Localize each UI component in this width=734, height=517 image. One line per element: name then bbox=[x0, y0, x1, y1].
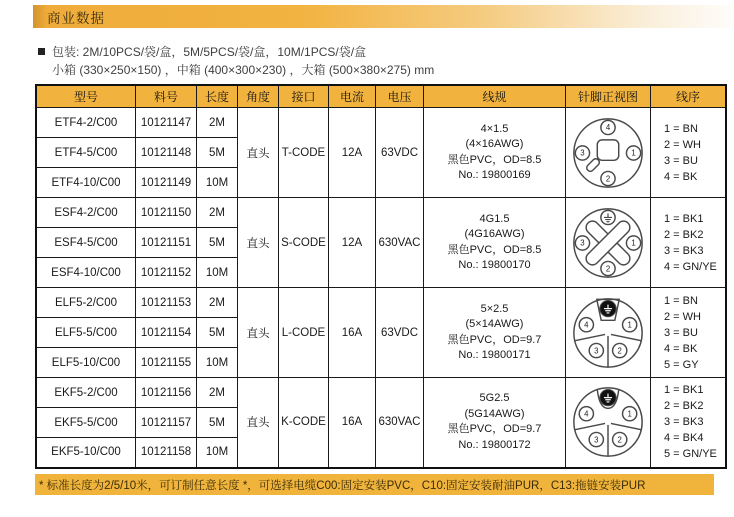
table-row bbox=[36, 288, 726, 318]
wire-seq-line: 5 = GY bbox=[664, 358, 699, 371]
wire-seq-line: 1 = BN bbox=[664, 122, 698, 135]
length-cell: 2M bbox=[197, 288, 238, 318]
interface-cell: L-CODE bbox=[279, 288, 329, 378]
model-cell: ETF4-2/C00 bbox=[36, 108, 136, 138]
packaging-line-1: 包装: 2M/10PCS/袋/盒，5M/5PCS/袋/盒，10M/1PCS/袋/盒 bbox=[38, 43, 434, 61]
wire-seq-line: 5 = GN/YE bbox=[664, 448, 717, 461]
wire-spec-line: 黑色PVC，OD=9.7 bbox=[447, 423, 542, 436]
part-number-cell: 10121156 bbox=[136, 378, 197, 408]
length-cell: 10M bbox=[197, 258, 238, 288]
wire-seq-line: 3 = BK3 bbox=[664, 244, 704, 257]
wire-spec-line: No.: 19800170 bbox=[458, 259, 531, 271]
part-number-cell: 10121155 bbox=[136, 348, 197, 378]
model-cell: ELF5-2/C00 bbox=[36, 288, 136, 318]
wire-spec-line: (5×14AWG) bbox=[465, 318, 524, 330]
wire-seq-cell bbox=[651, 288, 727, 378]
svg-text:1: 1 bbox=[631, 238, 636, 248]
interface-cell: K-CODE bbox=[279, 378, 329, 468]
svg-text:3: 3 bbox=[580, 238, 585, 248]
model-cell: EKF5-2/C00 bbox=[36, 378, 136, 408]
current-cell: 16A bbox=[329, 378, 376, 468]
voltage-cell: 63VDC bbox=[376, 108, 424, 198]
wire-spec-line: (4×16AWG) bbox=[465, 138, 524, 150]
wire-spec-cell bbox=[424, 378, 566, 468]
wire-seq-line: 2 = WH bbox=[664, 310, 701, 323]
angle-cell: 直头 bbox=[238, 198, 279, 288]
model-cell: ELF5-10/C00 bbox=[36, 348, 136, 378]
part-number-cell: 10121154 bbox=[136, 318, 197, 348]
column-header-9: 线序 bbox=[651, 85, 727, 108]
section-title-bar bbox=[33, 5, 734, 28]
model-cell: ESF4-10/C00 bbox=[36, 258, 136, 288]
wire-spec-line: 黑色PVC，OD=9.7 bbox=[447, 333, 542, 346]
part-number-cell: 10121150 bbox=[136, 198, 197, 228]
wire-seq-line: 4 = BK4 bbox=[664, 432, 704, 445]
wire-seq-line: 3 = BU bbox=[664, 326, 698, 339]
wire-spec-line: (5G14AWG) bbox=[464, 407, 525, 420]
current-cell: 12A bbox=[329, 198, 376, 288]
length-cell: 5M bbox=[197, 408, 238, 438]
part-number-cell: 10121148 bbox=[136, 138, 197, 168]
length-cell: 5M bbox=[197, 138, 238, 168]
model-cell: ETF4-5/C00 bbox=[36, 138, 136, 168]
part-number-cell: 10121147 bbox=[136, 108, 197, 138]
part-number-cell: 10121158 bbox=[136, 438, 197, 468]
svg-text:2: 2 bbox=[605, 173, 611, 183]
wire-seq-line: 3 = BU bbox=[664, 154, 698, 167]
part-number-cell: 10121149 bbox=[136, 168, 197, 198]
wire-spec-line: 5×2.5 bbox=[480, 302, 509, 315]
svg-text:4: 4 bbox=[584, 319, 589, 329]
model-cell: EKF5-5/C00 bbox=[36, 408, 136, 438]
svg-text:1: 1 bbox=[627, 409, 632, 419]
wire-spec-line: (4G16AWG) bbox=[464, 228, 525, 240]
wire-seq-cell bbox=[651, 378, 727, 468]
footnote-text: * 标准长度为2/5/10米，可订制任意长度 *，可选择电缆C00:固定安装PVC，C10:固定安装耐油PUR，C13:拖链安装PUR bbox=[39, 479, 646, 492]
wire-seq-cell bbox=[651, 198, 727, 288]
wire-seq-line: 4 = GN/YE bbox=[664, 260, 717, 273]
column-header-6: 电压 bbox=[376, 85, 424, 108]
model-cell: EKF5-10/C00 bbox=[36, 438, 136, 468]
voltage-cell: 630VAC bbox=[376, 198, 424, 288]
length-cell: 5M bbox=[197, 318, 238, 348]
page-title: 商业数据 bbox=[47, 10, 105, 26]
length-cell: 10M bbox=[197, 168, 238, 198]
model-cell: ESF4-5/C00 bbox=[36, 228, 136, 258]
wire-spec-cell bbox=[424, 198, 566, 288]
column-header-4: 接口 bbox=[279, 85, 329, 108]
model-cell: ELF5-5/C00 bbox=[36, 318, 136, 348]
k-code-pin-view bbox=[566, 378, 651, 468]
table-row bbox=[36, 198, 726, 228]
table-row bbox=[36, 378, 726, 408]
wire-seq-line: 2 = BK2 bbox=[664, 228, 704, 241]
column-header-5: 电流 bbox=[329, 85, 376, 108]
current-cell: 12A bbox=[329, 108, 376, 198]
wire-seq-line: 1 = BN bbox=[664, 294, 698, 307]
wire-spec-line: 4G1.5 bbox=[479, 212, 510, 225]
svg-text:2: 2 bbox=[605, 263, 611, 273]
svg-text:3: 3 bbox=[594, 345, 599, 355]
length-cell: 2M bbox=[197, 108, 238, 138]
length-cell: 5M bbox=[197, 228, 238, 258]
interface-cell: T-CODE bbox=[279, 108, 329, 198]
svg-text:2: 2 bbox=[617, 435, 622, 445]
column-header-0: 型号 bbox=[36, 85, 136, 108]
part-number-cell: 10121152 bbox=[136, 258, 197, 288]
length-cell: 10M bbox=[197, 438, 238, 468]
length-cell: 10M bbox=[197, 348, 238, 378]
s-code-pin-view bbox=[566, 198, 651, 288]
footnote-bar bbox=[35, 474, 714, 495]
column-header-8: 针脚正视图 bbox=[566, 85, 651, 108]
bullet-square-icon bbox=[38, 48, 45, 55]
svg-text:2: 2 bbox=[617, 345, 622, 355]
wire-spec-cell bbox=[424, 108, 566, 198]
length-cell: 2M bbox=[197, 198, 238, 228]
wire-seq-line: 4 = BK bbox=[664, 170, 698, 183]
wire-spec-line: 黑色PVC，OD=8.5 bbox=[447, 243, 542, 256]
svg-text:4: 4 bbox=[605, 122, 611, 132]
part-number-cell: 10121157 bbox=[136, 408, 197, 438]
wire-seq-line: 1 = BK1 bbox=[664, 384, 704, 397]
part-number-cell: 10121153 bbox=[136, 288, 197, 318]
column-header-1: 料号 bbox=[136, 85, 197, 108]
column-header-3: 角度 bbox=[238, 85, 279, 108]
svg-text:4: 4 bbox=[584, 409, 589, 419]
svg-text:3: 3 bbox=[580, 148, 585, 158]
length-cell: 2M bbox=[197, 378, 238, 408]
voltage-cell: 63VDC bbox=[376, 288, 424, 378]
angle-cell: 直头 bbox=[238, 108, 279, 198]
wire-seq-line: 1 = BK1 bbox=[664, 212, 704, 225]
wire-seq-line: 3 = BK3 bbox=[664, 416, 704, 429]
wire-spec-line: 5G2.5 bbox=[479, 392, 510, 405]
model-cell: ESF4-2/C00 bbox=[36, 198, 136, 228]
spec-table bbox=[35, 84, 727, 469]
wire-seq-line: 2 = WH bbox=[664, 138, 701, 151]
wire-seq-line: 2 = BK2 bbox=[664, 400, 704, 413]
wire-spec-line: 黑色PVC，OD=8.5 bbox=[447, 153, 542, 166]
angle-cell: 直头 bbox=[238, 378, 279, 468]
wire-seq-line: 4 = BK bbox=[664, 342, 698, 355]
spec-table-wrap bbox=[35, 84, 727, 469]
wire-spec-line: No.: 19800171 bbox=[458, 349, 531, 361]
wire-spec-line: No.: 19800169 bbox=[458, 169, 531, 181]
svg-text:1: 1 bbox=[627, 319, 632, 329]
current-cell: 16A bbox=[329, 288, 376, 378]
svg-text:3: 3 bbox=[594, 435, 599, 445]
table-row bbox=[36, 108, 726, 138]
l-code-pin-view bbox=[566, 288, 651, 378]
column-header-2: 长度 bbox=[197, 85, 238, 108]
column-header-7: 线规 bbox=[424, 85, 566, 108]
packaging-line-2: 小箱 (330×250×150) ，中箱 (400×300×230) ，大箱 (500×380×275) mm bbox=[52, 63, 435, 77]
part-number-cell: 10121151 bbox=[136, 228, 197, 258]
spec-table-head bbox=[36, 85, 726, 108]
wire-seq-cell bbox=[651, 108, 727, 198]
model-cell: ETF4-10/C00 bbox=[36, 168, 136, 198]
angle-cell: 直头 bbox=[238, 288, 279, 378]
wire-spec-line: No.: 19800172 bbox=[458, 438, 531, 451]
wire-spec-cell bbox=[424, 288, 566, 378]
spec-table-body bbox=[36, 108, 726, 468]
voltage-cell: 630VAC bbox=[376, 378, 424, 468]
interface-cell: S-CODE bbox=[279, 198, 329, 288]
t-code-pin-view bbox=[566, 108, 651, 198]
packaging-note bbox=[38, 43, 434, 79]
svg-text:1: 1 bbox=[631, 148, 636, 158]
wire-spec-line: 4×1.5 bbox=[480, 122, 509, 135]
